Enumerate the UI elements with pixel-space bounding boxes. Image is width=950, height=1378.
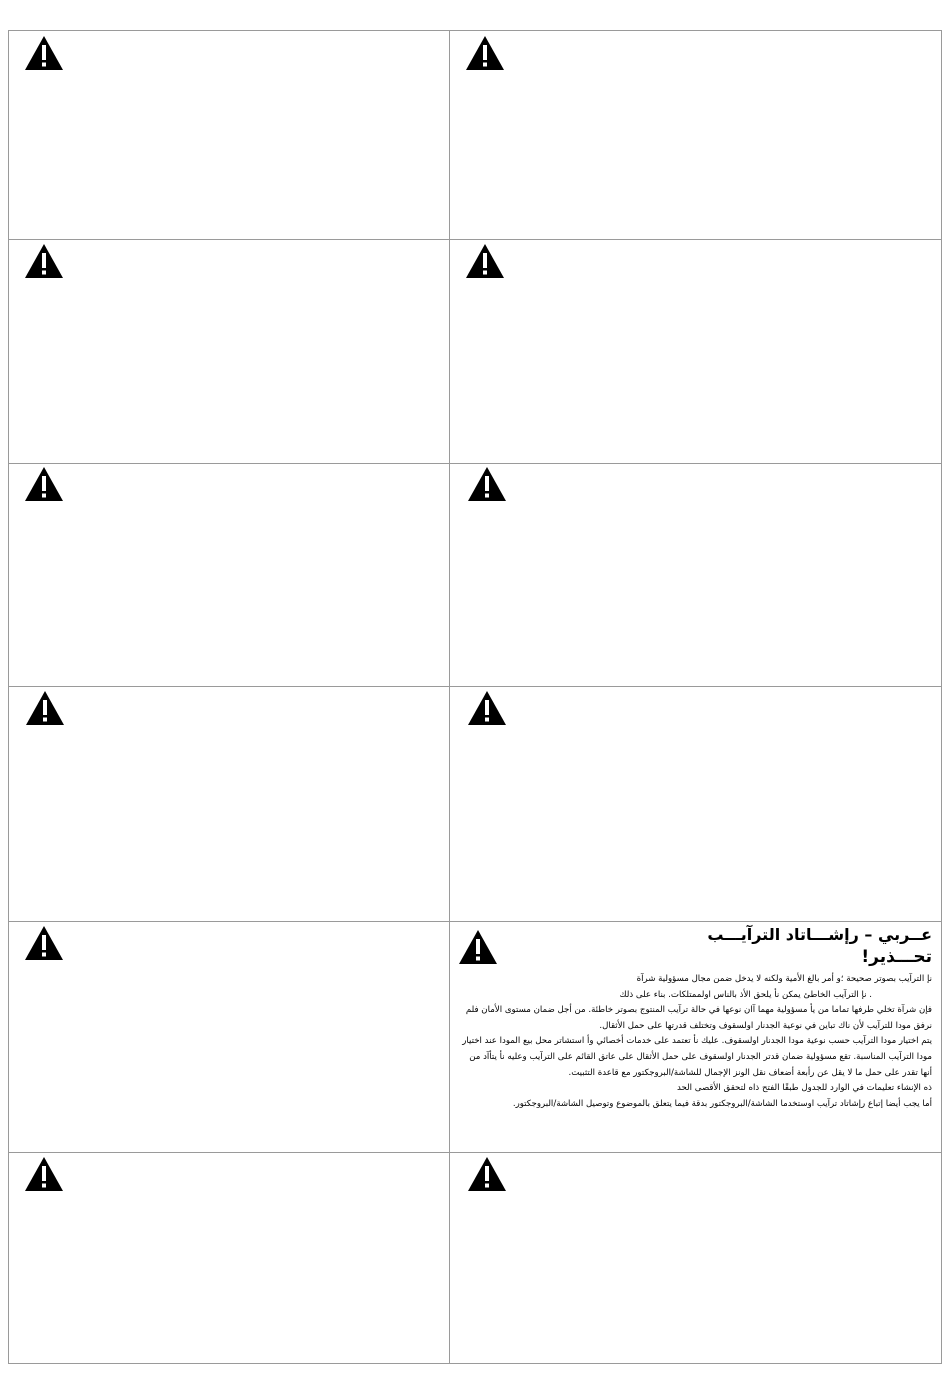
warning-heading: تحـــذير! <box>861 947 932 967</box>
section-title: عــربي – رإشـــاتاد الترآيـــب <box>707 925 932 944</box>
paragraph: نإ الترآيب بصوتر صحيحة ؛و أمر بالغ الأمية ولكنه لا يدخل ضمن مجال مسؤولية شرآة <box>636 974 932 984</box>
cell-r6-left <box>9 1153 450 1364</box>
warning-triangle-icon <box>24 466 64 502</box>
warning-triangle-icon <box>25 690 65 726</box>
paragraph: يتم اختيار مودا الترآيب حسب نوعية مودا الجدنار اولسقوف. عليك نأ تعتمد على خدمات أخصائي وأ استشاتر محل بيع المودا عند اختيار مودا الترآيب المناسبة. تقع مسؤولية ضمان قدتر الجدنار اولسقوف على حمل الأثقال على عاتق القائم على الترآيب وعليه نأ يتأآد من أنها تقدر على حمل ما لا يقل عن رأبعة أضعاف نقل الونز الإجمال للشاشة/البروجكتور مع قاعدة التثبيت. <box>462 1036 932 1078</box>
arabic-instructions <box>454 922 936 1112</box>
warning-triangle-icon <box>467 466 507 502</box>
cell-r2-left <box>9 240 450 464</box>
warning-body <box>454 972 936 1112</box>
warning-triangle-icon <box>24 1156 64 1192</box>
cell-r5-right-arabic <box>450 922 942 1153</box>
warning-triangle-icon <box>24 35 64 71</box>
cell-r4-left <box>9 687 450 922</box>
warning-triangle-icon <box>467 1156 507 1192</box>
paragraph: فإن شرآة تخلي طرفها تماما من يأ مسؤولية مهما آان نوعها في حالة ترآيب المنتوج بصوتر خاطئة. من أجل ضمان مستوى الأمان فلم نرفق مودا للترآيب لأن ناك تباين في نوعية الجدنار اولسقوف وتختلف قدرتها على حمل الأثقال. <box>465 1005 932 1031</box>
cell-r2-right <box>450 240 942 464</box>
cell-r5-left <box>9 922 450 1153</box>
language-grid <box>8 30 942 1364</box>
paragraph: . نإ الترآيب الخاطئ يمكن نأ يلحق الأذ بالناس اولممتلكات. بناء على ذلك <box>619 989 872 1000</box>
warning-triangle-icon <box>467 690 507 726</box>
cell-r6-right <box>450 1153 942 1364</box>
warning-triangle-icon <box>465 243 505 279</box>
cell-r3-left <box>9 464 450 687</box>
warning-triangle-icon <box>24 243 64 279</box>
cell-r4-right <box>450 687 942 922</box>
paragraph: ذه الإنشاء تعليمات في الوارد للجدول طبقًا الفتح ذاه لتحقق الأقصى الحد <box>677 1083 932 1094</box>
cell-r1-right <box>450 31 942 240</box>
cell-r1-left <box>9 31 450 240</box>
cell-r3-right <box>450 464 942 687</box>
warning-triangle-icon <box>465 35 505 71</box>
paragraph: أما يجب أيضا إتباع رإشاتاد ترآيب اوستخدما الشاشة/البروجكتور بدقة فيما يتعلق بالموضوع وتوصيل الشاشة/البروجكتور. <box>512 1098 932 1109</box>
warning-triangle-icon <box>24 925 64 961</box>
